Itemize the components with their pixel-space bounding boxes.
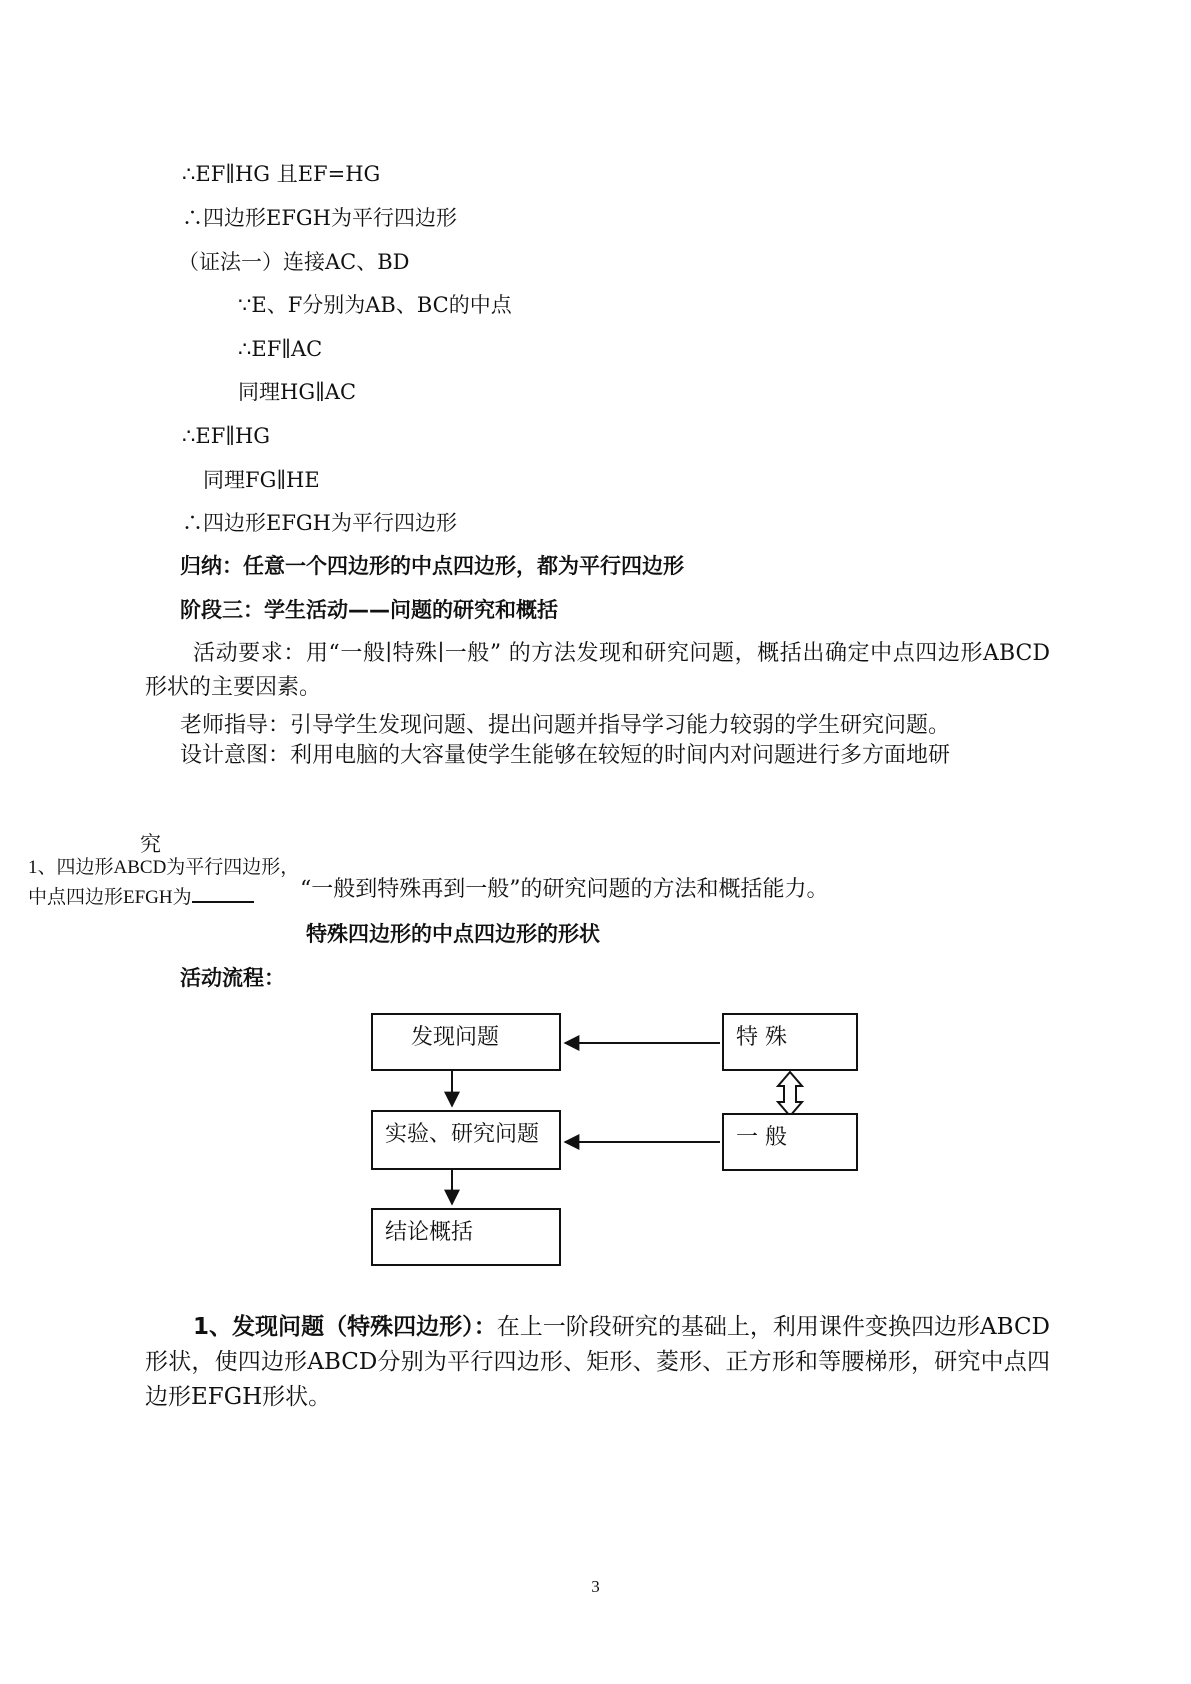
box-discover (371, 1013, 561, 1071)
proof-line-7: ∴EF∥HG (182, 424, 271, 448)
box-general (722, 1113, 858, 1171)
double-arrow-special-general (778, 1072, 802, 1116)
proof-line-5: ∴EF∥AC (238, 337, 323, 361)
box-general-label: 一 般 (736, 1125, 787, 1150)
design-intent-line2: “一般到特殊再到一般”的研究问题的方法和概括能力。 (300, 877, 829, 902)
design-intent-clipped: 究 (140, 832, 161, 856)
teacher-guidance: 老师指导：引导学生发现问题、提出问题并指导学习能力较弱的学生研究问题。 (180, 713, 951, 738)
page-number: 3 (591, 1577, 600, 1596)
proof-line-3: （证法一）连接AC、BD (178, 250, 410, 274)
margin-note-line1: 1、四边形ABCD为平行四边形， (28, 857, 300, 878)
subheading: 特殊四边形的中点四边形的形状 (306, 922, 600, 946)
proof-line-8: 同理FG∥HE (203, 468, 320, 492)
box-special-label: 特 殊 (736, 1025, 787, 1050)
box-discover-label: 发现问题 (411, 1025, 500, 1050)
box-special (722, 1013, 858, 1071)
proof-line-4: ∵E、F分别为AB、BC的中点 (238, 293, 512, 317)
proof-line-1: ∴EF∥HG 且EF=HG (182, 162, 381, 186)
activity-requirement: 活动要求：用“一般∣特殊∣一般” 的方法发现和研究问题，概括出确定中点四边形ABCD形状的主要因素。 (145, 641, 1050, 700)
stage3-heading: 阶段三：学生活动——问题的研究和概括 (180, 598, 558, 622)
section1-heading: 1、发现问题（特殊四边形）： (193, 1314, 497, 1340)
flow-label: 活动流程： (180, 966, 285, 990)
proof-line-9: ∴四边形EFGH为平行四边形 (182, 511, 457, 535)
section1-paragraph (145, 1310, 1050, 1415)
section1-body: 在上一阶段研究的基础上，利用课件变换四边形ABCD形状，使四边形ABCD分别为平行四边形、矩形、菱形、正方形和等腰梯形，研究中点四边形EFGH形状。 (145, 1314, 1050, 1410)
summary-statement: 归纳：任意一个四边形的中点四边形，都为平行四边形 (180, 554, 684, 578)
design-intent-line1: 设计意图：利用电脑的大容量使学生能够在较短的时间内对问题进行多方面地研 (180, 743, 951, 768)
margin-note-line2-text: 中点四边形EFGH为 (28, 887, 192, 908)
proof-line-2: ∴四边形EFGH为平行四边形 (182, 206, 457, 230)
box-experiment (371, 1110, 561, 1170)
proof-line-6: 同理HG∥AC (238, 380, 357, 404)
box-experiment-label: 实验、研究问题 (385, 1122, 540, 1147)
box-conclude (371, 1208, 561, 1266)
box-conclude-label: 结论概括 (385, 1220, 474, 1245)
